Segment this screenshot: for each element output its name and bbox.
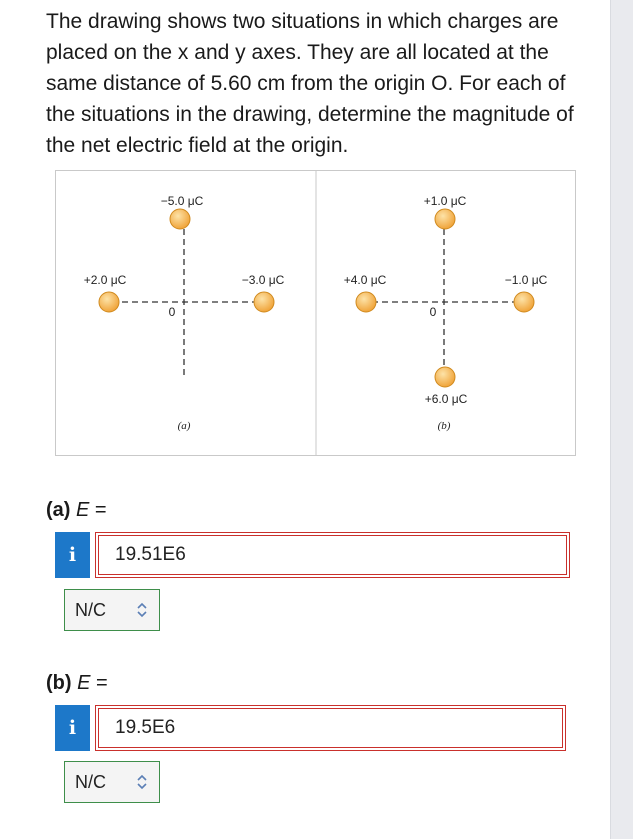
- panel-a-origin-label: 0: [168, 305, 176, 319]
- part-a-unit-value: N/C: [75, 599, 106, 620]
- charge-diagram-svg: [56, 171, 575, 455]
- part-b-label: [46, 672, 108, 695]
- part-a-letter: (a): [46, 499, 71, 521]
- panel-a-label-left: +2.0 μC: [83, 273, 127, 287]
- part-b-equals: =: [96, 672, 108, 694]
- panel-b-charge-right: [514, 292, 534, 312]
- panel-b-caption: (b): [437, 420, 451, 432]
- chevron-up-down-icon: [135, 600, 149, 620]
- panel-b-label-top: +1.0 μC: [423, 194, 467, 208]
- part-b-variable: E: [77, 672, 91, 694]
- chevron-up-down-icon: [135, 772, 149, 792]
- panel-a-charge-right: [254, 292, 274, 312]
- part-a-answer-value: 19.51E6: [115, 544, 186, 565]
- panel-b-label-right: −1.0 μC: [504, 273, 548, 287]
- info-icon[interactable]: [55, 532, 90, 578]
- panel-b-charge-bottom: [435, 367, 455, 387]
- part-a-variable: E: [76, 499, 90, 521]
- part-a-info-glyph: i: [68, 544, 77, 566]
- panel-a-label-right: −3.0 μC: [241, 273, 285, 287]
- panel-a: [84, 194, 285, 432]
- part-b-unit-select[interactable]: [64, 761, 160, 803]
- panel-a-caption: (a): [177, 420, 191, 432]
- panel-b-label-bottom: +6.0 μC: [424, 392, 468, 406]
- panel-b: [344, 194, 548, 432]
- part-b-unit-value: N/C: [75, 771, 106, 792]
- panel-a-charge-top: [170, 209, 190, 229]
- part-a-answer-input[interactable]: [95, 532, 570, 578]
- part-b-answer-row: [55, 705, 566, 751]
- panel-a-charge-left: [99, 292, 119, 312]
- part-b-answer-value: 19.5E6: [115, 717, 176, 738]
- part-a-unit-select[interactable]: [64, 589, 160, 631]
- panel-b-charge-left: [356, 292, 376, 312]
- part-a-label: [46, 499, 107, 522]
- part-b-letter: (b): [46, 672, 72, 694]
- panel-b-label-left: +4.0 μC: [343, 273, 387, 287]
- part-b-answer-input[interactable]: [95, 705, 566, 751]
- panel-b-origin-label: 0: [429, 305, 437, 319]
- question-text: The drawing shows two situations in which charges are placed on the x and y axes. They are all located at the same distance of 5.60 cm from the origin O. For each of the situations in the drawing, determine the magnitude of the net electric ﬁeld at the origin.: [46, 10, 574, 157]
- panel-a-label-top: −5.0 μC: [160, 194, 204, 208]
- part-a-answer-row: [55, 532, 570, 578]
- part-b-info-glyph: i: [68, 717, 77, 739]
- panel-b-charge-top: [435, 209, 455, 229]
- right-scroll-rail[interactable]: [610, 0, 633, 839]
- charge-diagram: [55, 170, 576, 456]
- info-icon[interactable]: [55, 705, 90, 751]
- part-a-equals: =: [94, 499, 107, 521]
